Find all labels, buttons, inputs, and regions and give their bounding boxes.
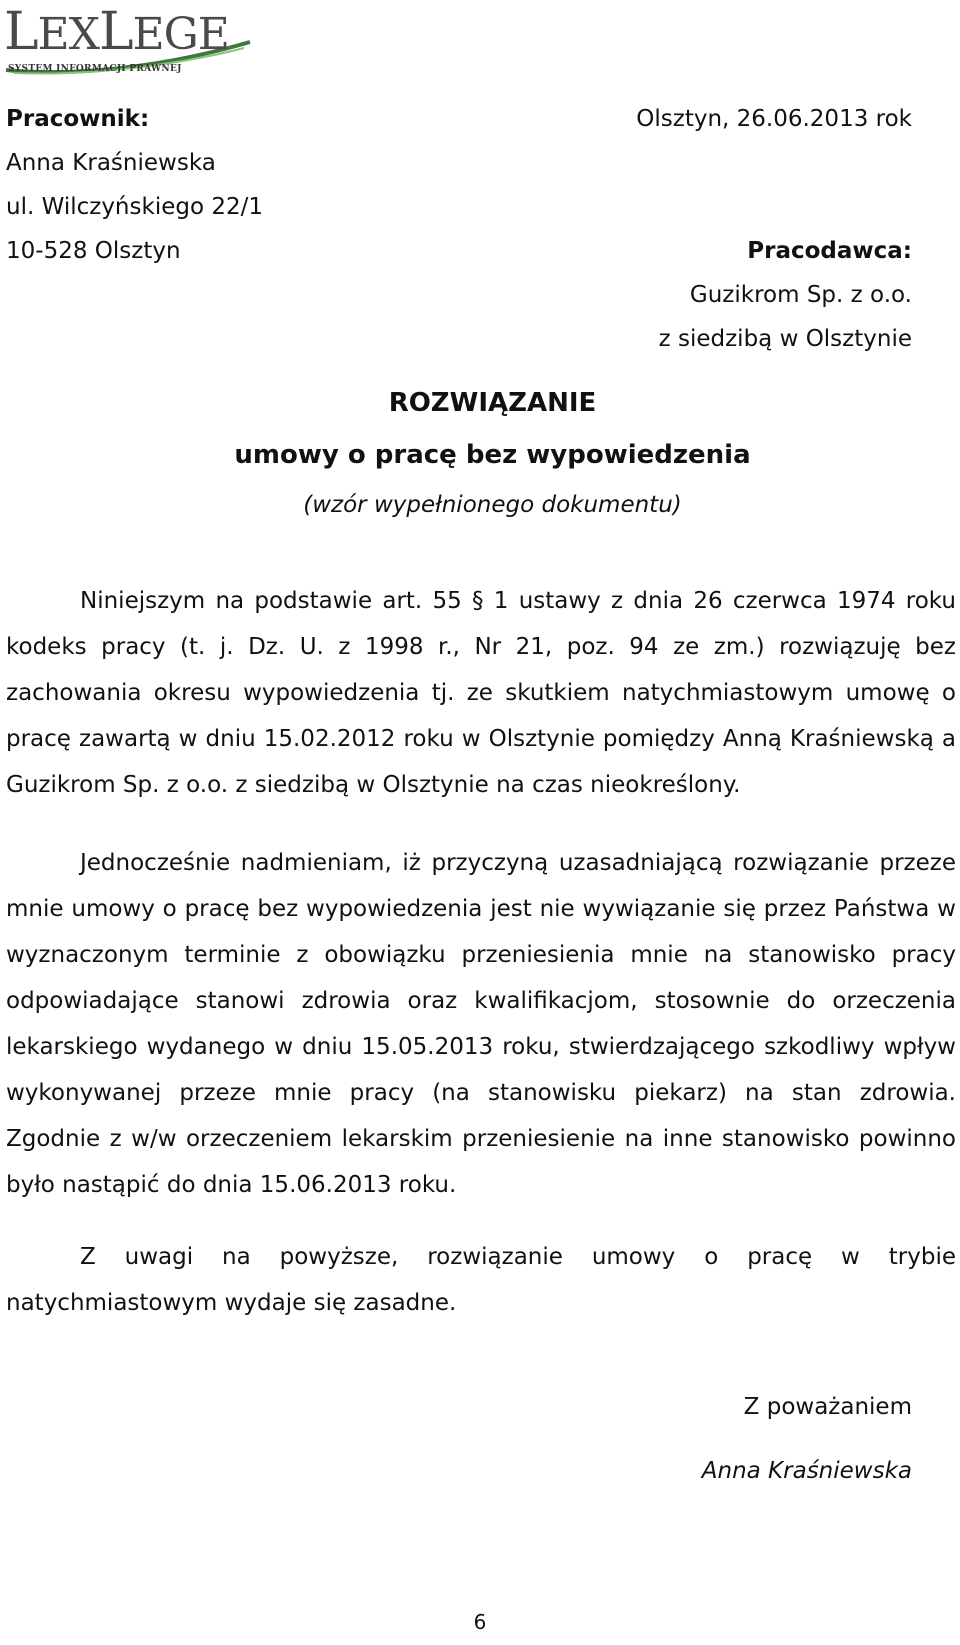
lexlege-logo xyxy=(4,2,254,76)
body-paragraph-3: Z uwagi na powyższe, rozwiązanie umowy o pracę w trybie natychmiastowym wydaje się zasadne. xyxy=(6,1244,956,1316)
closing-greeting: Z poważaniem xyxy=(743,1394,912,1420)
employee-heading: Pracownik: xyxy=(6,106,150,132)
body-paragraph-1: Niniejszym na podstawie art. 55 § 1 ustawy z dnia 26 czerwca 1974 roku kodeks pracy (t. j. Dz. U. z 1998 r., Nr 21, poz. 94 ze zm.) rozwiązuję bez zachowania okresu wypowiedzenia tj. ze skutkiem natychmiastowym umowę o pracę zawartą w dniu 15.02.2012 roku w Olsztynie pomiędzy Anną Kraśniewską a Guzikrom Sp. z o.o. z siedzibą w Olsztynie na czas nieokreślony. xyxy=(6,588,956,798)
place-date: Olsztyn, 26.06.2013 rok xyxy=(636,106,912,132)
employer-seat: z siedzibą w Olsztynie xyxy=(658,326,912,352)
employee-street: ul. Wilczyńskiego 22/1 xyxy=(6,194,263,220)
employee-name: Anna Kraśniewska xyxy=(6,150,216,176)
signature-name: Anna Kraśniewska xyxy=(701,1458,912,1484)
body-paragraph-2: Jednocześnie nadmieniam, iż przyczyną uzasadniającą rozwiązanie przeze mnie umowy o pracę bez wypowiedzenia jest nie wywiązanie się przez Państwa w wyznaczonym terminie z obowiązku przeniesienia mnie na stanowisko pracy odpowiadające stanowi zdrowia oraz kwalifikacjom, stosownie do orzeczenia lekarskiego wydanego w dniu 15.05.2013 roku, stwierdzającego szkodliwy wpływ wykonywanej przeze mnie pracy (na stanowisku piekarz) na stan zdrowia. Zgodnie z w/w orzeczeniem lekarskim przeniesienie na inne stanowisko powinno było nastąpić do dnia 15.06.2013 roku. xyxy=(6,850,956,1198)
page-number: 6 xyxy=(473,1610,487,1634)
document-title: ROZWIĄZANIE xyxy=(388,388,597,418)
document-subject: umowy o pracę bez wypowiedzenia xyxy=(234,440,751,470)
logo-tagline: SYSTEM INFORMACJI PRAWNEJ xyxy=(8,64,182,74)
employee-city: 10-528 Olsztyn xyxy=(6,238,181,264)
document-subtitle: (wzór wypełnionego dokumentu) xyxy=(303,492,682,518)
logo-wordmark: LEXLEGE xyxy=(4,2,229,62)
employer-name: Guzikrom Sp. z o.o. xyxy=(689,282,912,308)
employer-heading: Pracodawca: xyxy=(747,238,912,264)
